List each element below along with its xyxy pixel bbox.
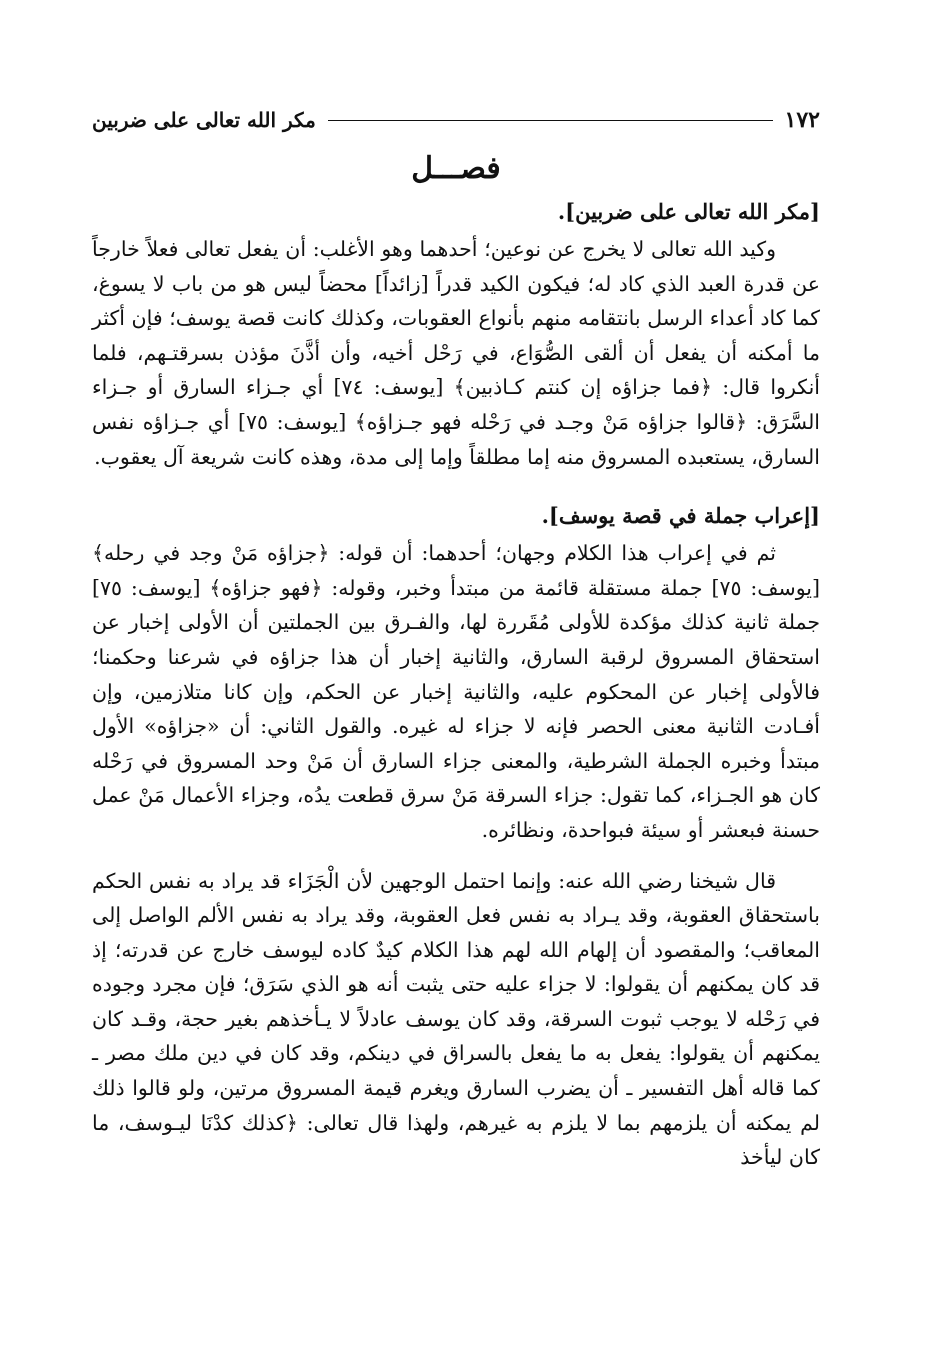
body-paragraph: قال شيخنا رضي الله عنه: وإنما احتمل الوجهين لأن الْجَزَاء قد يراد به نفس الحكم باستحقاق العقوبة، وقد يـراد به نفس فعل العقوبة، وقد يراد به نفس الألم الواصل إلى المعاقب؛ والمقصود أن إلهام الله لهم هذا الكلام كيدٌ كاده ليوسف خارج عن قدرته؛ إذ قد كان يمكنهم أن يقولوا: لا جزاء عليه حتى يثبت أنه هو الذي سَرَق؛ فإن مجرد وجوده في رَحْله لا يوجب ثبوت السرقة، وقد كان يوسف عادلاً لا يـأخذهم بغير حجة، وقـد كان يمكنهم أن يقولوا: يفعل به ما يفعل بالسراق في دينكم، وقد كان في دين ملك مصر ـ كما قاله أهل التفسير ـ أن يضرب السارق ويغرم قيمة المسروق مرتين، ولو قالوا ذلك لم يمكنه أن يلزمهم بما لا يلزم به غيرهم، ولهذا قال تعالى: ﴿كذلك كدْنَا ليـوسف، ما كان ليأخذ	[92, 868, 820, 1170]
page-number: ١٧٢	[784, 107, 820, 133]
body-paragraph: ثم في إعراب هذا الكلام وجهان؛ أحدهما: أن قوله: ﴿جزاؤه مَنْ وجد في رحله﴾ [يوسف: ٧٥] جملة مستقلة قائمة من مبتدأ وخبر، وقوله: ﴿فهو جزاؤه﴾ [يوسف: ٧٥] جملة ثانية كذلك مؤكدة للأولى مُقَررة لها، والفـرق بين الجملتين أن الأولى إخبار عن استحقاق المسروق لرقبة السارق، والثانية إخبار أن هذا جزاؤه في شرعنا وحكمنا؛ فالأولى إخبار عن المحكوم عليه، والثانية إخبار عن الحكم، وإن كانا متلازمين، وإن أفـادت الثانية معنى الحصر فإنه لا جزاء له غيره. والقول الثاني: أن «جزاؤه» الأول مبتدأ وخبره الجملة الشرطية، والمعنى جزاء السارق أن مَنْ وحد المسروق في رَحْله كان هو الجـزاء، كما تقول: جزاء السرقة مَنْ سرق قطعت يدُه، وجزاء الأعمال مَنْ عمل حسنة فبعشر أو سيئة فبواحدة، ونظائره.	[92, 541, 820, 842]
body-paragraph: وكيد الله تعالى لا يخرج عن نوعين؛ أحدهما وهو الأغلب: أن يفعل تعالى فعلاً خارجاً عن قدرة العبد الذي كاد له؛ فيكون الكيد قدراً [زائداً] محضاً ليس هو من باب لا يسوغ، كما كاد أعداء الرسل بانتقامه منهم بأنواع العقوبات، وكذلك كانت قصة يوسف؛ فإن أكثر ما أمكنه أن يفعل أن ألقى الصُّوَاع، في رَحْل أخيه، وأن أذَّنَ مؤذن بسرقتـهم، فلما أنكروا قال: ﴿فما جزاؤه إن كنتم كـاذبين﴾ [يوسف: ٧٤] أي جـزاء السارق أو جـزاء السَّرَق: ﴿قالوا جزاؤه مَنْ وجـد في رَحْله فهو جـزاؤه﴾ [يوسف: ٧٥] أي جـزاؤه نفس السارق، يستعبده المسروق منه إما مطلقاً وإما إلى مدة، وهذه كانت شريعة آل يعقوب.	[92, 237, 821, 469]
header-rule	[328, 120, 773, 121]
running-header	[92, 100, 820, 140]
section-heading: [مكر الله تعالى على ضربين].	[557, 199, 820, 224]
chapter-heading: فصـــل	[411, 151, 501, 186]
section-spacer	[92, 474, 820, 496]
section-spacer	[92, 848, 820, 864]
section-heading: [إعراب جملة في قصة يوسف].	[541, 503, 820, 529]
running-title: مكر الله تعالى على ضربين	[92, 108, 316, 132]
book-page	[92, 100, 820, 1175]
